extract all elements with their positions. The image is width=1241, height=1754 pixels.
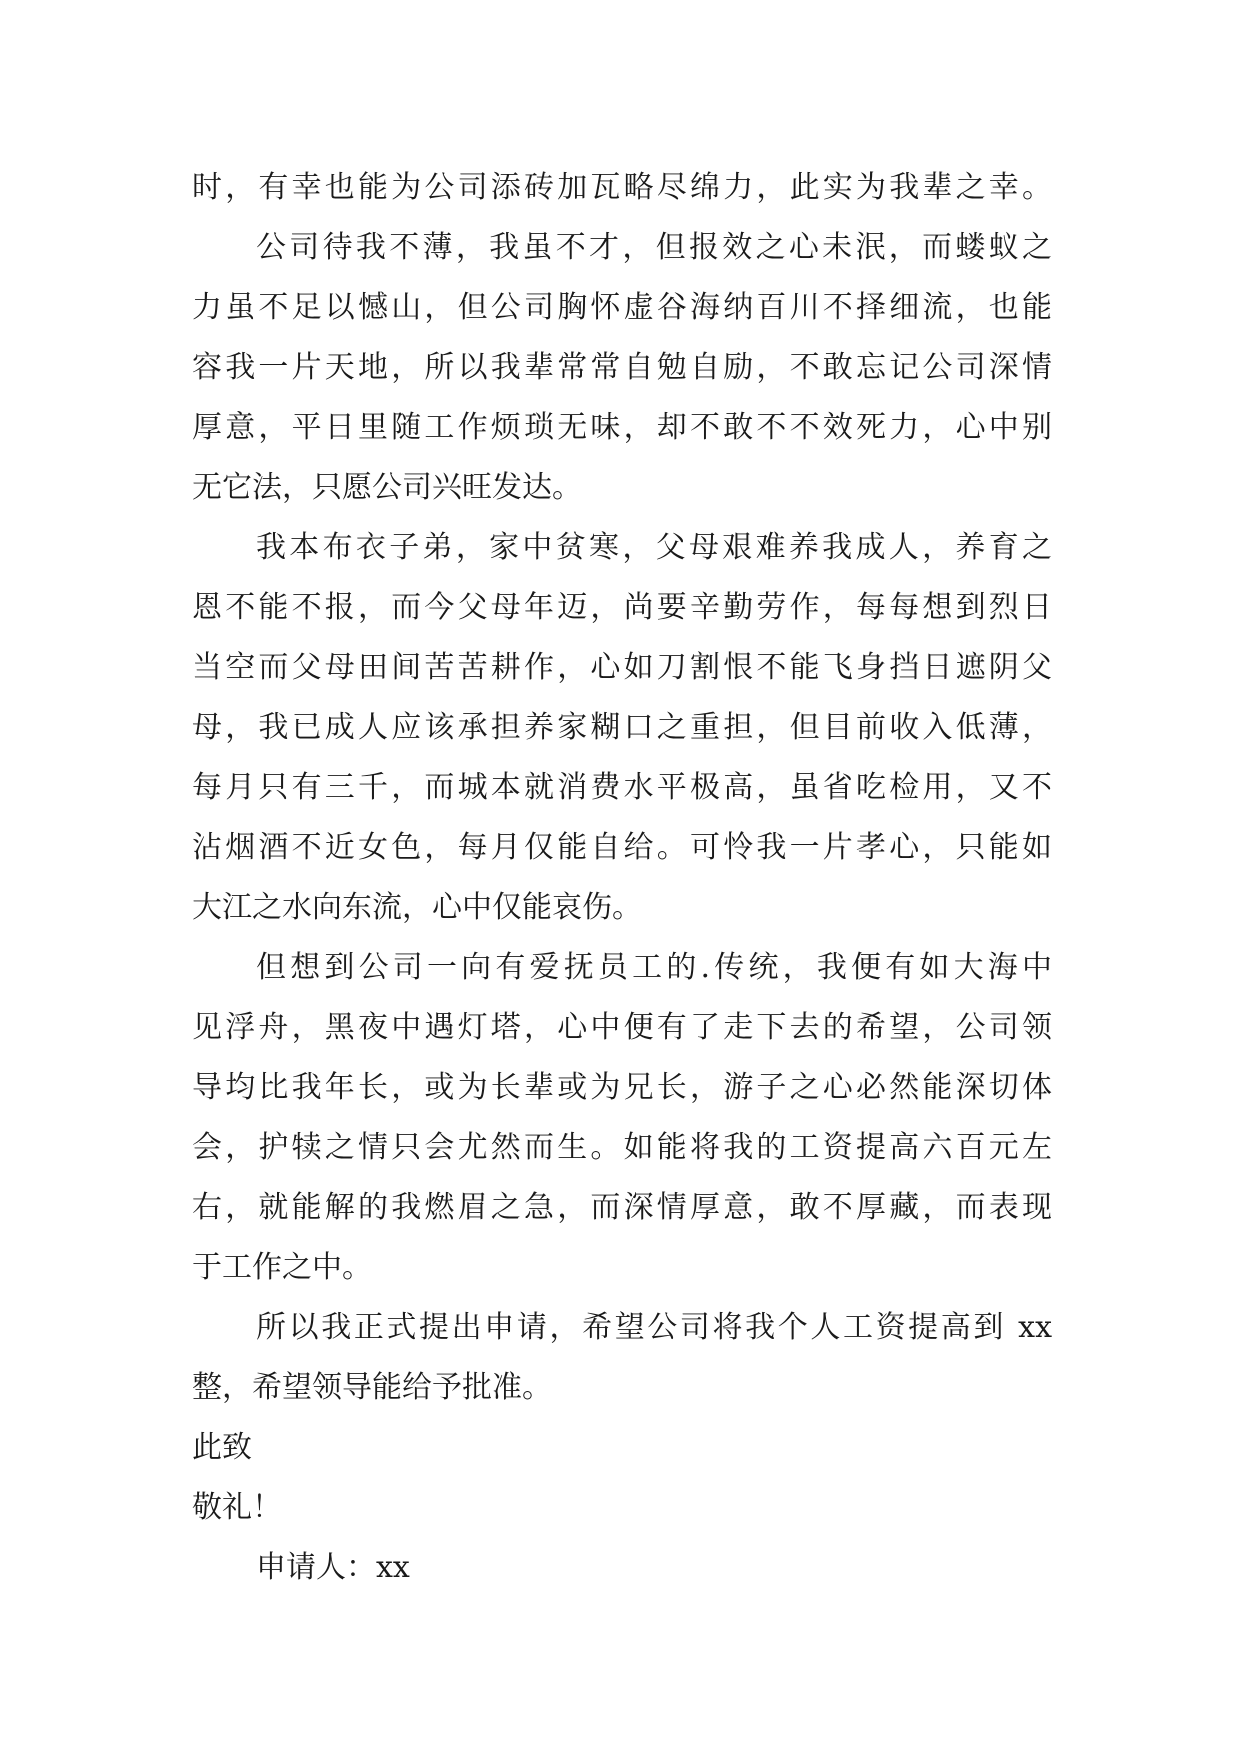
closing-regards: 敬礼！ [192, 1490, 282, 1525]
text-line: 整，希望领导能给予批准。 [192, 1370, 552, 1405]
text-line: 右，就能解的我燃眉之急，而深情厚意，敢不厚藏，而表现 [192, 1190, 1052, 1225]
text-line: 厚意，平日里随工作烦琐无味，却不敢不不效死力，心中别 [192, 410, 1052, 445]
text-line: 无它法，只愿公司兴旺发达。 [192, 470, 582, 505]
text-line: 会，护犊之情只会尤然而生。如能将我的工资提高六百元左 [192, 1130, 1052, 1165]
text-line: 于工作之中。 [192, 1250, 372, 1285]
text-line: 沾烟酒不近女色，每月仅能自给。可怜我一片孝心，只能如 [192, 830, 1052, 865]
text-line: 导均比我年长，或为长辈或为兄长，游子之心必然能深切体 [192, 1070, 1052, 1105]
text-line: 每月只有三千，而城本就消费水平极高，虽省吃检用，又不 [192, 770, 1052, 805]
text-line: 当空而父母田间苦苦耕作，心如刀割恨不能飞身挡日遮阴父 [192, 650, 1052, 685]
closing-salutation: 此致 [192, 1430, 252, 1465]
letter-body [192, 158, 1052, 1598]
text-line: 见浮舟，黑夜中遇灯塔，心中便有了走下去的希望，公司领 [192, 1010, 1052, 1045]
text-line: 恩不能不报，而今父母年迈，尚要辛勤劳作，每每想到烈日 [192, 590, 1052, 625]
text-line: 力虽不足以憾山，但公司胸怀虚谷海纳百川不择细流，也能 [192, 290, 1052, 325]
text-line: 母，我已成人应该承担养家糊口之重担，但目前收入低薄， [192, 710, 1052, 745]
applicant-signature: 申请人：xx [256, 1550, 410, 1585]
paragraph-start-line: 公司待我不薄，我虽不才，但报效之心未泯，而蝼蚁之 [256, 230, 1052, 265]
paragraph-start-line: 但想到公司一向有爱抚员工的.传统，我便有如大海中 [256, 950, 1052, 985]
text-line: 时，有幸也能为公司添砖加瓦略尽绵力，此实为我辈之幸。 [192, 170, 1052, 205]
paragraph-start-line: 我本布衣子弟，家中贫寒，父母艰难养我成人，养育之 [256, 530, 1052, 565]
paragraph-start-line: 所以我正式提出申请，希望公司将我个人工资提高到 xx [256, 1310, 1052, 1345]
text-line: 容我一片天地，所以我辈常常自勉自励，不敢忘记公司深情 [192, 350, 1052, 385]
text-line: 大江之水向东流，心中仅能哀伤。 [192, 890, 642, 925]
